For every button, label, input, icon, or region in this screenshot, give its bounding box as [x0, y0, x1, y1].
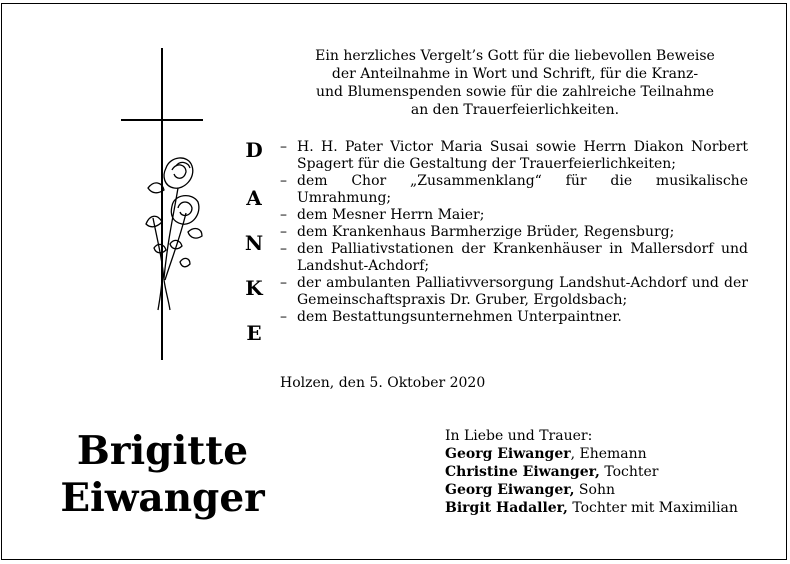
mourner-relation: , Ehemann: [570, 446, 647, 462]
list-item: – den Palliativstationen der Krankenhäuser in Mallersdorf und Landshut-Achdorf;: [280, 241, 748, 275]
list-item: – dem Bestattungsunternehmen Unterpaintner.: [280, 309, 748, 326]
mourner-relation: Sohn: [574, 482, 615, 498]
deceased-first-name: Brigitte: [76, 428, 249, 474]
intro-line: an den Trauerfeierlichkeiten.: [410, 102, 620, 118]
mourner-name: Georg Eiwanger,: [445, 482, 575, 498]
mourner-name: Christine Eiwanger,: [445, 464, 600, 480]
deceased-last-name: Eiwanger: [60, 475, 265, 521]
mourner-row: [445, 499, 738, 517]
thanks-list: [280, 139, 748, 326]
mourner-relation: Tochter mit Maximilian: [567, 500, 738, 516]
list-item: – dem Chor „Zusammenklang“ für die musikalische Umrahmung;: [280, 173, 748, 207]
mourner-row: [445, 463, 738, 481]
list-item: – H. H. Pater Victor Maria Susai sowie Herrn Diakon Norbert Spagert für die Gestaltung der Trauerfeierlichkeiten;: [280, 139, 748, 173]
list-item: – dem Krankenhaus Barmherzige Brüder, Regensburg;: [280, 224, 748, 241]
intro-line: der Anteilnahme in Wort und Schrift, für die Kranz-: [331, 66, 699, 82]
mourners-heading: In Liebe und Trauer:: [445, 428, 593, 444]
cross-with-roses-icon: [118, 48, 208, 363]
list-item: – der ambulanten Palliativversorgung Landshut-Achdorf und der Gemeinschaftspraxis Dr. Gruber, Ergoldsbach;: [280, 275, 748, 309]
danke-letter-e: E: [246, 321, 262, 345]
deceased-name: [40, 428, 285, 522]
mourner-row: [445, 445, 738, 463]
mourner-name: Birgit Hadaller,: [445, 500, 568, 516]
mourner-name: Georg Eiwanger: [445, 446, 571, 462]
intro-line: und Blumenspenden sowie für die zahlreiche Teilnahme: [316, 84, 714, 100]
intro-text: [280, 47, 750, 119]
mourner-relation: Tochter: [599, 464, 659, 480]
danke-letter-n: N: [244, 231, 264, 255]
intro-line: Ein herzliches Vergelt’s Gott für die liebevollen Beweise: [315, 48, 715, 64]
mourner-row: [445, 481, 738, 499]
danke-letter-k: K: [245, 276, 263, 300]
danke-letter-a: A: [246, 186, 262, 210]
danke-letter-d: D: [245, 138, 263, 162]
date-line: Holzen, den 5. Oktober 2020: [280, 375, 486, 391]
mourners-block: [445, 427, 738, 517]
list-item: – dem Mesner Herrn Maier;: [280, 207, 748, 224]
